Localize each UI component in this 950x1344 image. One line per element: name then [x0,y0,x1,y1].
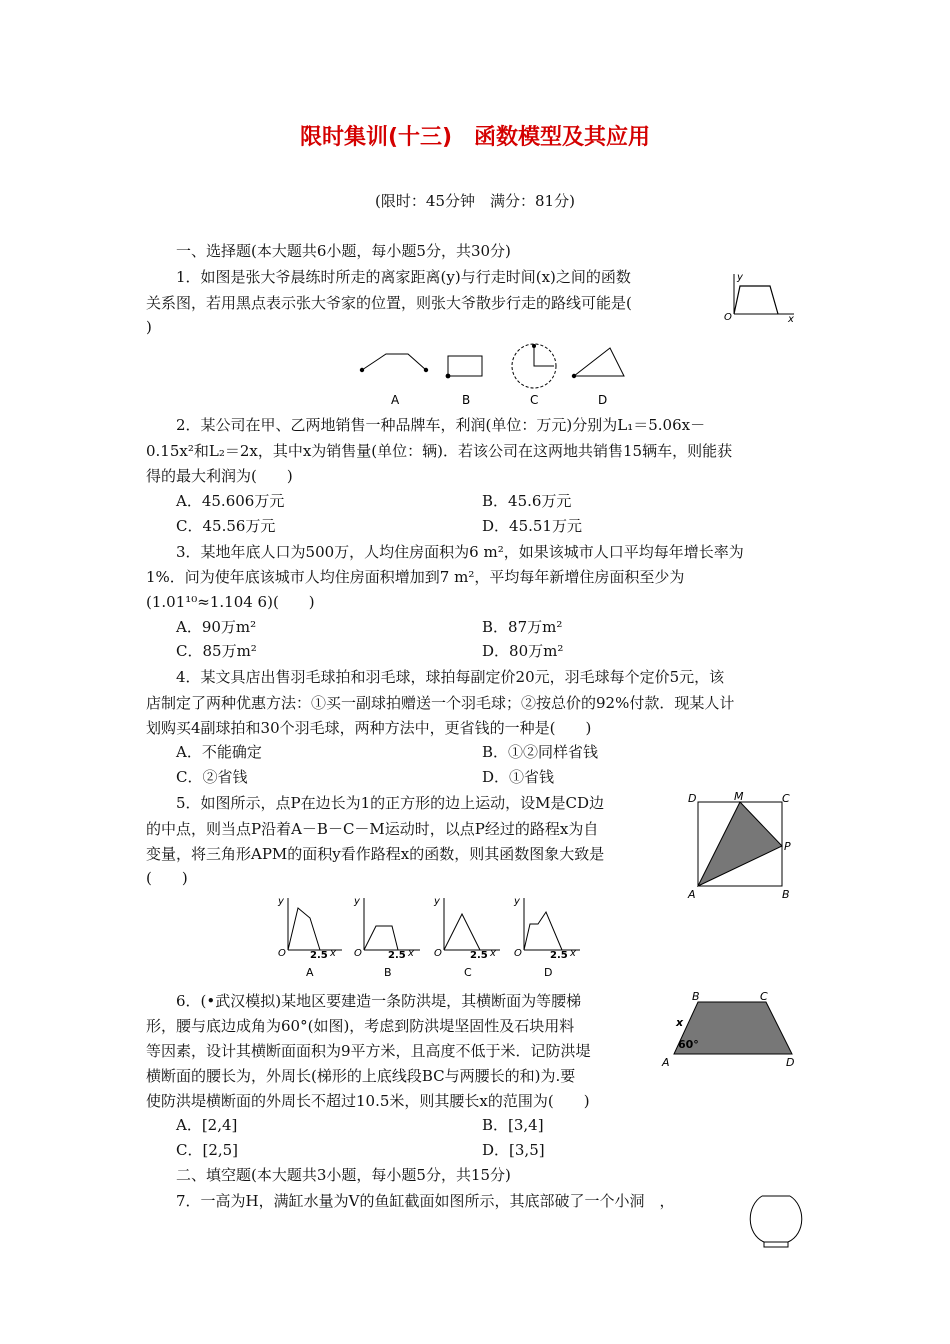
q5-graph-d-y: y [514,896,520,907]
q5-square-figure [684,790,796,902]
q5-label-p: P [784,840,791,853]
q7-fishtank-figure [744,1190,808,1252]
q1-label-c: C [530,393,539,407]
q5-graph-c-label: C [464,966,472,979]
q6-option-c: C．[2,5] [176,1141,239,1159]
q5-line4: ( ) [146,869,188,887]
q5-graph-b-tick: 2.5 [388,950,406,961]
q6-label-x: x [676,1016,684,1029]
q6-angle: 60° [678,1038,699,1051]
q1-distance-time-graph [718,270,798,322]
q5-graph-c-y: y [434,896,440,907]
q5-graph-a-y: y [278,896,284,907]
q1-graph-x: x [788,314,794,322]
q4-option-c: C．②省钱 [176,768,248,786]
q5-graph-a-tick: 2.5 [310,950,328,961]
q5-graph-c-x: x [490,948,496,959]
q4-line2: 店制定了两种优惠方法：①买一副球拍赠送一个羽毛球；②按总价的92%付款．现某人计 [146,694,735,712]
q4-option-d: D．①省钱 [482,768,555,786]
q1-label-d: D [598,393,608,407]
q5-graph-b-o: O [354,948,362,959]
q5-line3: 变量，将三角形APM的面积y看作路程x的函数，则其函数图象大致是 [146,845,605,863]
q3-line3: (1.01¹⁰≈1.104 6)( ) [146,593,315,611]
q5-graph-a-label: A [306,966,314,979]
q5-graph-b-y: y [354,896,360,907]
q6-label-c: C [760,990,768,1003]
q5-graph-b-x: x [408,948,414,959]
q5-line2: 的中点，则当点P沿着A－B－C－M运动时，以点P经过的路程x为自 [146,820,599,838]
section-choice-heading: 一、选择题(本大题共6小题，每小题5分，共30分) [176,242,511,260]
q7-line1: 7．一高为H，满缸水量为V的鱼缸截面如图所示，其底部破了一个小洞 ， [176,1192,675,1210]
time-limit: (限时：45分钟 满分：81分) [375,192,575,210]
q6-line2: 形，腰与底边成角为60°(如图)，考虑到防洪堤坚固性及石块用料 [146,1017,575,1035]
q6-option-d: D．[3,5] [482,1141,545,1159]
q6-line5: 使防洪堤横断面的外周长不超过10.5米，则其腰长x的范围为( ) [146,1092,590,1110]
q3-option-c: C．85万m² [176,642,257,660]
q5-label-a: A [688,888,696,901]
q5-graph-d-x: x [570,948,576,959]
section-fill-heading: 二、填空题(本大题共3小题，每小题5分，共15分) [176,1166,511,1184]
q2-option-c: C．45.56万元 [176,517,276,535]
q2-line1: 2．某公司在甲、乙两地销售一种品牌车，利润(单位：万元)分别为L₁＝5.06x－ [176,416,706,434]
q6-option-b: B．[3,4] [482,1116,544,1134]
q5-answer-graphs [268,890,588,982]
q2-option-a: A．45.606万元 [176,492,285,510]
q1-graph-y: y [737,272,743,283]
q6-line4: 横断面的腰长为，外周长(梯形的上底线段BC与两腰长的和)为.要 [146,1067,576,1085]
q2-line3: 得的最大利润为( ) [146,467,293,485]
q3-line2: 1%．问为使年底该城市人均住房面积增加到7 m²，平均每年新增住房面积至少为 [146,568,685,586]
q5-graph-a-o: O [278,948,286,959]
q3-option-d: D．80万m² [482,642,564,660]
q3-line1: 3．某地年底人口为500万，人均住房面积为6 m²，如果该城市人口平均每年增长率为 [176,543,744,561]
q6-line3: 等因素，设计其横断面面积为9平方米，且高度不低于米．记防洪堤 [146,1042,591,1060]
q5-label-c: C [782,792,790,805]
q5-graph-c-o: O [434,948,442,959]
q3-option-b: B．87万m² [482,618,563,636]
q3-option-a: A．90万m² [176,618,257,636]
q6-line1: 6．(•武汉模拟)某地区要建造一条防洪堤，其横断面为等腰梯 [176,992,582,1010]
q4-line1: 4．某文具店出售羽毛球拍和羽毛球，球拍每副定价20元，羽毛球每个定价5元，该 [176,668,725,686]
q2-option-d: D．45.51万元 [482,517,582,535]
q2-line2: 0.15x²和L₂＝2x，其中x为销售量(单位：辆)．若该公司在这两地共销售15辆车，则能获 [146,442,733,460]
q5-label-m: M [734,790,744,803]
q4-option-b: B．①②同样省钱 [482,743,599,761]
q1-route-figures [352,340,642,410]
q1-line1: 1．如图是张大爷晨练时所走的离家距离(y)与行走时间(x)之间的函数 [176,268,631,286]
q5-label-d: D [688,792,697,805]
q2-option-b: B．45.6万元 [482,492,572,510]
q1-line2: 关系图，若用黑点表示张大爷家的位置，则张大爷散步行走的路线可能是( [146,294,632,312]
q1-graph-o: O [724,312,732,322]
q6-option-a: A．[2,4] [176,1116,238,1134]
q5-line1: 5．如图所示，点P在边长为1的正方形的边上运动，设M是CD边 [176,794,605,812]
q5-graph-a-x: x [330,948,336,959]
q5-label-b: B [782,888,790,901]
q5-graph-d-tick: 2.5 [550,950,568,961]
q5-graph-c-tick: 2.5 [470,950,488,961]
q1-label-a: A [391,393,400,407]
q1-label-b: B [462,393,471,407]
q4-option-a: A．不能确定 [176,743,262,761]
page-title: 限时集训(十三) 函数模型及其应用 [299,125,651,150]
q5-graph-b-label: B [384,966,392,979]
q5-graph-d-label: D [544,966,553,979]
q1-line3: ) [146,318,152,336]
q6-label-d: D [786,1056,795,1069]
q5-graph-d-o: O [514,948,522,959]
q6-label-a: A [662,1056,670,1069]
q6-label-b: B [692,990,700,1003]
q4-line3: 划购买4副球拍和30个羽毛球，两种方法中，更省钱的一种是( ) [146,719,592,737]
q6-trapezoid-figure [660,990,800,1070]
